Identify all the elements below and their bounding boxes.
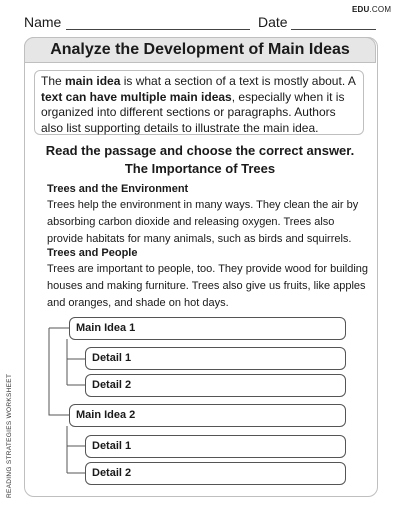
main-idea-2-box[interactable] [69,404,346,427]
main2-detail-1-box[interactable] [85,435,346,458]
detail-label: Detail 1 [92,352,132,364]
paragraph-line: houses and making furniture. Trees also give us fruits, like apples [47,280,366,292]
brand-logo-suffix: .COM [369,5,392,14]
date-label: Date [258,14,288,30]
main-idea-1-box[interactable] [69,317,346,340]
section-heading-environment: Trees and the Environment [47,183,189,195]
paragraph-line: Trees help the environment in many ways. They clean the air by [47,199,359,211]
intro-bold-main-idea: main idea [65,74,121,88]
side-label-text: READING STRATEGIES WORKSHEET [6,373,13,498]
brand-logo-main: EDU [352,5,370,14]
intro-text-1: The [41,74,66,88]
intro-text-2: is what a section of a text is mostly about. A [120,74,356,88]
passage-title: The Importance of Trees [124,161,276,176]
section-heading-people: Trees and People [47,247,138,259]
detail-label: Detail 2 [92,379,132,391]
main1-detail-1-box[interactable] [85,347,346,370]
paragraph-line: provide habitats for many animals, such as birds and squirrels. [47,233,352,245]
name-label: Name [24,14,62,30]
paragraph-line: Trees are important to people, too. They provide wood for building [47,263,369,275]
detail-label: Detail 2 [92,467,132,479]
main1-detail-2-box[interactable] [85,374,346,397]
side-label [6,373,16,498]
paragraph-line: and oranges, and shade on hot days. [47,297,229,309]
instruction: Read the passage and choose the correct answer. [45,143,355,158]
worksheet-title: Analyze the Development of Main Ideas [24,37,376,63]
paragraph-line: absorbing carbon dioxide and releasing oxygen. Trees also [47,216,335,228]
intro-text-3: , especially when it is organized into different sections or paragraphs. Authors also list supporting details to illustrate the main idea. [41,89,345,135]
main-idea-2-label: Main Idea 2 [76,409,136,421]
main2-detail-2-box[interactable] [85,462,346,485]
intro-bold-multiple: text can have multiple main ideas [41,89,232,104]
detail-label: Detail 1 [92,440,132,452]
main-idea-1-label: Main Idea 1 [76,322,136,334]
